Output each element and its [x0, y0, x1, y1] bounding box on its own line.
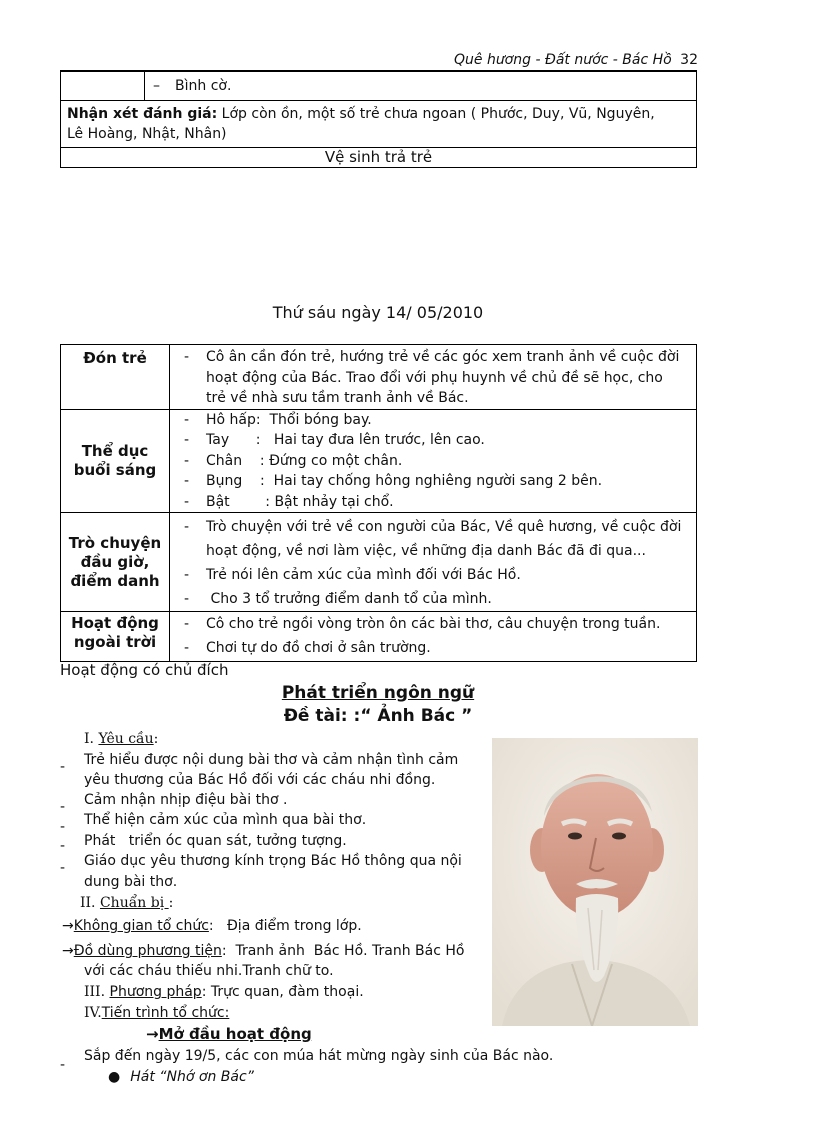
bullet-dash: -: [60, 1057, 66, 1073]
bullet-dash: -: [60, 799, 66, 815]
prep-1: →Không gian tổ chức: Địa điểm trong lớp.: [62, 918, 362, 934]
exercise-item: Hô hấp: Thổi bóng bay.: [206, 411, 372, 428]
arrow-right-icon: →: [146, 1025, 159, 1043]
arrow-right-icon: →: [62, 943, 74, 959]
row1-text: Bình cờ.: [175, 78, 232, 94]
req3: Thể hiện cảm xúc của mình qua bài thơ.: [84, 812, 367, 828]
chat-item3: Cho 3 tổ trưởng điểm danh tổ của mình.: [206, 591, 492, 607]
req4: Phát triển óc quan sát, tưởng tượng.: [84, 833, 347, 849]
exercise-item: Bật : Bật nhảy tại chổ.: [206, 493, 394, 510]
don-tre-line1: Cô ân cần đón trẻ, hướng trẻ về các góc xem tranh ảnh về cuộc đời: [206, 349, 680, 365]
footer-row: Vệ sinh trả trẻ: [61, 148, 697, 168]
section-4-heading: IV.Tiến trình tổ chức:: [84, 1005, 230, 1021]
song-item: ● Hát “Nhớ ơn Bác”: [108, 1069, 254, 1085]
top-table: – Bình cờ. Nhận xét đánh giá: Lớp còn ồn, một số trẻ chưa ngoan ( Phước, Duy, Vũ, Nguyên, Lê Hoàng, Nhật, Nhân) Vệ sinh trả trẻ: [60, 71, 697, 168]
schedule-table: Đón trẻ - Cô ân cần đón trẻ, hướng trẻ về các góc xem tranh ảnh về cuộc đời hoạt động của Bác. Trao đổi với phụ huynh về chủ đề sẽ học, cho trẻ về nhà sưu tầm tranh ảnh về Bác. Thể dục buổi sáng - Hô hấp: Thổi bóng bay. - Tay : Hai tay đưa lên trước, lên cao. - Chân : Đứng co một chân. - Bụng : Hai tay chống hông nghiêng người sang 2 bên. - Bật : Bật nhảy tại chổ. Trò chuyện đầu giờ, điểm danh - Trò chuyện với trẻ về con người của Bác, Về quê hương, về cuộc đời hoạt động, về nơi làm việc, về những địa danh Bác đã đi qua... - Trẻ nói lên cảm xúc của mình đối với Bác Hồ. - Cho 3 tổ trưởng điểm danh tổ của mình. Hoạt động ngoài trời - Cô cho trẻ ngồi vòng tròn ôn các bài thơ, câu chuyện trong tuần. - Chơi tự do đồ chơi ở sân trường.: [60, 344, 697, 662]
don-tre-line3: trẻ về nhà sưu tầm tranh ảnh về Bác.: [206, 390, 469, 406]
lesson-topic: Đề tài: :“ Ảnh Bác ”: [283, 706, 473, 726]
day-title: Thứ sáu ngày 14/ 05/2010: [272, 303, 484, 322]
req5-a: Giáo dục yêu thương kính trọng Bác Hồ thông qua nội: [84, 853, 462, 869]
review-cell: [61, 101, 697, 148]
exercise-item: Bụng : Hai tay chống hông nghiêng người sang 2 bên.: [206, 473, 603, 489]
review-label: Nhận xét đánh giá:: [67, 106, 218, 122]
page-number: 32: [680, 52, 698, 68]
bullet-dash: -: [60, 759, 66, 775]
label-don-tre: Đón trẻ: [61, 345, 170, 410]
review-text: Lớp còn ồn, một số trẻ chưa ngoan ( Phước, Duy, Vũ, Nguyên,: [217, 106, 655, 122]
review-text-2: Lê Hoàng, Nhật, Nhân): [67, 126, 227, 142]
running-header: [454, 52, 698, 68]
label-tro-chuyen: Trò chuyện đầu giờ, điểm danh: [61, 513, 170, 612]
prep-2-b: với các cháu thiếu nhi.Tranh chữ to.: [84, 963, 334, 979]
section-3-heading: III. Phương pháp: Trực quan, đàm thoại.: [84, 984, 364, 1000]
section-1-heading: I. Yêu cầu:: [84, 731, 159, 747]
outdoor-item2: Chơi tự do đồ chơi ở sân trường.: [206, 640, 431, 656]
arrow-right-icon: →: [62, 918, 74, 934]
req2: Cảm nhận nhịp điệu bài thơ .: [84, 792, 288, 808]
section-2-heading: II. Chuẩn bị :: [80, 895, 174, 911]
req5-b: dung bài thơ.: [84, 874, 178, 890]
intro-text: Sắp đến ngày 19/5, các con múa hát mừng ngày sinh của Bác nào.: [84, 1048, 554, 1064]
bullet-dot-icon: ●: [108, 1069, 121, 1085]
bullet-dash: -: [60, 819, 66, 835]
portrait-illustration: [492, 738, 698, 1026]
bullet-dash: -: [60, 860, 66, 876]
chat-item1-a: Trò chuyện với trẻ về con người của Bác, Về quê hương, về cuộc đời: [206, 519, 682, 535]
chat-item1-b: hoạt động, về nơi làm việc, về những địa danh Bác đã đi qua...: [206, 543, 646, 559]
don-tre-line2: hoạt động của Bác. Trao đổi với phụ huynh về chủ đề sẽ học, cho: [206, 369, 663, 386]
label-the-duc: Thể dục buổi sáng: [61, 409, 170, 513]
prep-2: →Đồ dùng phương tiện: Tranh ảnh Bác Hồ. Tranh Bác Hồ: [62, 943, 465, 959]
req1-b: yêu thương của Bác Hồ đối với các cháu nhi đồng.: [84, 772, 436, 788]
portrait-bac-ho: [492, 738, 698, 1026]
lesson-subject: Phát triển ngôn ngữ: [281, 683, 475, 703]
exercise-item: Tay : Hai tay đưa lên trước, lên cao.: [206, 432, 485, 448]
running-title: Quê hương - Đất nước - Bác Hồ: [453, 52, 672, 68]
chat-item2: Trẻ nói lên cảm xúc của mình đối với Bác Hồ.: [206, 567, 521, 583]
activity-heading: Hoạt động có chủ đích: [60, 661, 229, 679]
bullet-dash: -: [60, 838, 66, 854]
opening-heading: →Mở đầu hoạt động: [146, 1025, 312, 1043]
outdoor-item1: Cô cho trẻ ngồi vòng tròn ôn các bài thơ, câu chuyện trong tuần.: [206, 616, 661, 632]
req1-a: Trẻ hiểu được nội dung bài thơ và cảm nhận tình cảm: [84, 752, 459, 768]
exercise-item: Chân : Đứng co một chân.: [206, 452, 403, 469]
label-hoat-dong: Hoạt động ngoài trời: [61, 612, 170, 662]
